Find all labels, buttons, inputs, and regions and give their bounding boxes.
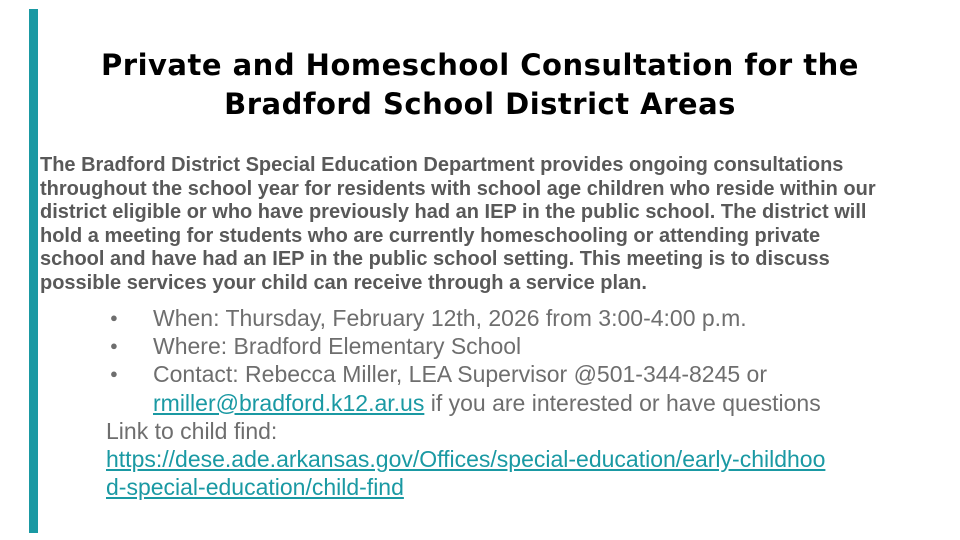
intro-line-3: district eligible or who have previously had an IEP in the public school. The district will <box>40 201 867 223</box>
email-link[interactable]: rmiller@bradford.k12.ar.us <box>153 389 425 416</box>
title-line-2: Bradford School District Areas <box>224 87 736 121</box>
page-title <box>0 46 960 124</box>
list-item-where <box>0 332 960 360</box>
child-find-url-row-1 <box>0 445 960 473</box>
contact-text-line-1: Contact: Rebecca Miller, LEA Supervisor @501-344-8245 or <box>153 361 768 388</box>
bullet-icon: ● <box>110 366 118 382</box>
title-line-1: Private and Homeschool Consultation for the <box>101 48 859 82</box>
child-find-link-line-2[interactable]: d-special-education/child-find <box>106 474 404 501</box>
contact-text-rest: if you are interested or have questions <box>424 389 821 416</box>
contact-text-line-2 <box>153 389 821 417</box>
child-find-label: Link to child find: <box>106 417 278 444</box>
bullet-icon: ● <box>110 310 118 325</box>
list-item-when <box>0 304 960 332</box>
intro-line-2: throughout the school year for residents with school age children who reside within our <box>40 177 876 200</box>
intro-line-4: hold a meeting for students who are currently homeschooling or attending private <box>40 224 821 247</box>
child-find-url-row-2 <box>0 473 960 501</box>
intro-line-5: school and have had an IEP in the public school setting. This meeting is to discuss <box>40 248 830 270</box>
list-item-contact-continued <box>0 389 960 417</box>
intro-paragraph <box>40 154 940 295</box>
intro-line-1: The Bradford District Special Education Department provides ongoing consultations <box>40 154 844 176</box>
child-find-label-row <box>0 417 960 445</box>
bullet-icon: ● <box>110 338 118 354</box>
intro-line-6: possible services your child can receive through a service plan. <box>40 271 647 294</box>
list-item-contact <box>0 360 960 388</box>
child-find-link-line-1[interactable]: https://dese.ade.arkansas.gov/Offices/special-education/early-childhoo <box>106 445 826 472</box>
where-text: Where: Bradford Elementary School <box>153 333 522 360</box>
details-list <box>0 304 960 501</box>
when-text: When: Thursday, February 12th, 2026 from 3:00-4:00 p.m. <box>153 305 747 331</box>
